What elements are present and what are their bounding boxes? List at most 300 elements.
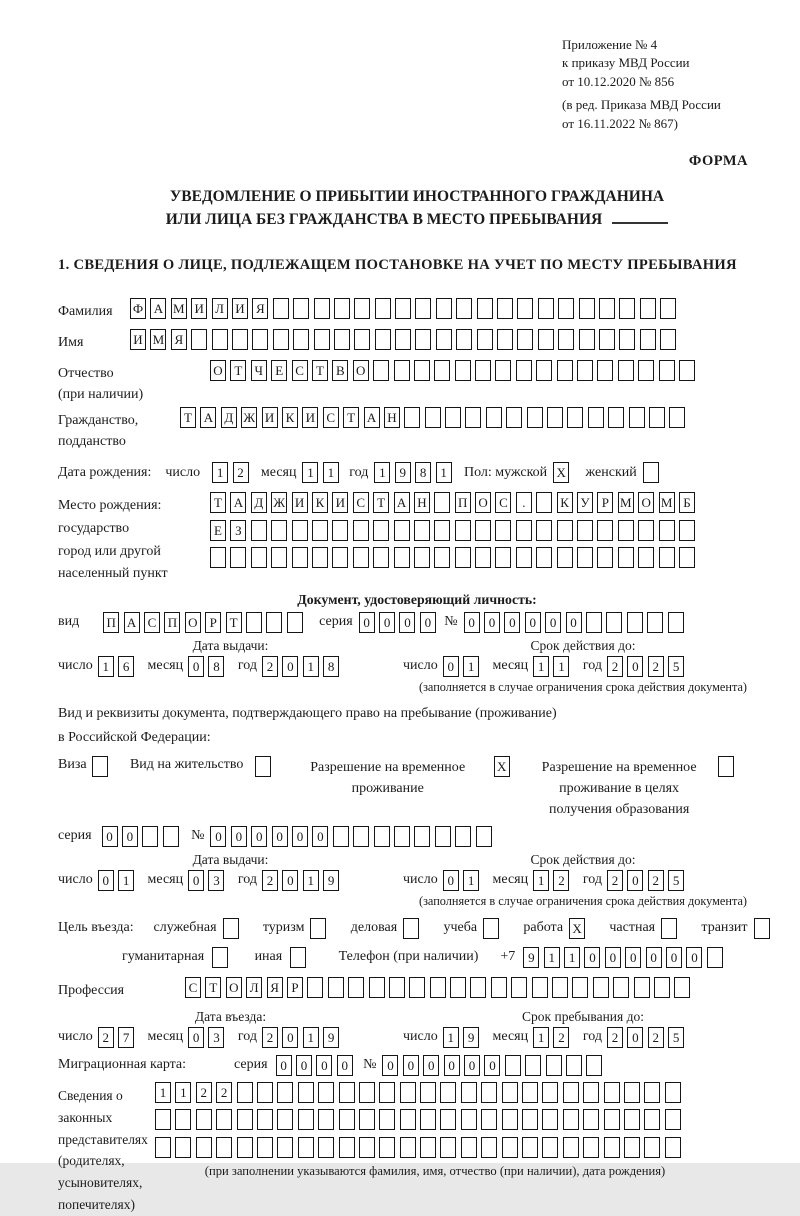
char-cell[interactable]: 8 [208,656,224,677]
char-cell[interactable] [552,977,568,998]
char-cell[interactable]: Я [171,329,187,350]
purpose-transit-checkbox[interactable] [754,918,774,939]
char-cell[interactable] [455,360,471,381]
citizenship-cells[interactable] [180,407,690,428]
birth-place-cells-row3[interactable] [210,547,699,568]
char-cell[interactable] [216,1137,232,1158]
char-cell[interactable] [659,360,675,381]
char-cell[interactable]: С [185,977,201,998]
char-cell[interactable]: 0 [464,612,480,633]
char-cell[interactable]: 3 [208,870,224,891]
char-cell[interactable] [375,329,391,350]
char-cell[interactable]: 0 [484,1055,500,1076]
stay-day-cells[interactable] [443,1027,484,1048]
identity-expiry-month-cells[interactable] [533,656,574,677]
purpose-work-checkbox[interactable] [569,918,589,939]
char-cell[interactable]: 0 [627,1027,643,1048]
char-cell[interactable]: 1 [533,656,549,677]
char-cell[interactable] [310,918,326,939]
char-cell[interactable] [251,547,267,568]
char-cell[interactable] [389,977,405,998]
char-cell[interactable] [588,407,604,428]
char-cell[interactable] [577,547,593,568]
char-cell[interactable] [456,329,472,350]
char-cell[interactable] [754,918,770,939]
char-cell[interactable] [669,407,685,428]
char-cell[interactable] [314,298,330,319]
char-cell[interactable] [292,520,308,541]
char-cell[interactable] [328,977,344,998]
representatives-cells-row2[interactable] [155,1109,715,1130]
char-cell[interactable] [293,329,309,350]
char-cell[interactable]: 5 [668,870,684,891]
char-cell[interactable]: 0 [337,1055,353,1076]
char-cell[interactable]: К [282,407,298,428]
char-cell[interactable] [237,1109,253,1130]
char-cell[interactable] [237,1082,253,1103]
char-cell[interactable]: Т [343,407,359,428]
doc-number-cells[interactable] [464,612,688,633]
char-cell[interactable]: 2 [196,1082,212,1103]
char-cell[interactable] [394,520,410,541]
migration-series-cells[interactable] [276,1055,358,1076]
char-cell[interactable]: Н [384,407,400,428]
char-cell[interactable]: Р [205,612,221,633]
char-cell[interactable] [339,1109,355,1130]
char-cell[interactable] [92,756,108,777]
char-cell[interactable] [394,826,410,847]
char-cell[interactable]: О [210,360,226,381]
char-cell[interactable] [307,977,323,998]
char-cell[interactable] [486,407,502,428]
char-cell[interactable] [505,1055,521,1076]
char-cell[interactable] [395,298,411,319]
char-cell[interactable] [583,1082,599,1103]
sex-female-checkbox[interactable] [643,462,663,483]
char-cell[interactable] [440,1137,456,1158]
char-cell[interactable] [293,298,309,319]
char-cell[interactable]: 0 [359,612,375,633]
char-cell[interactable]: 9 [323,870,339,891]
char-cell[interactable]: С [323,407,339,428]
char-cell[interactable] [475,547,491,568]
char-cell[interactable] [532,977,548,998]
birth-year-cells[interactable] [374,462,456,483]
char-cell[interactable] [629,407,645,428]
char-cell[interactable]: Т [373,492,389,513]
char-cell[interactable]: 0 [122,826,138,847]
char-cell[interactable]: 0 [282,870,298,891]
char-cell[interactable]: 0 [292,826,308,847]
char-cell[interactable] [517,298,533,319]
char-cell[interactable]: . [516,492,532,513]
char-cell[interactable]: И [332,492,348,513]
char-cell[interactable]: 0 [210,826,226,847]
char-cell[interactable]: 0 [231,826,247,847]
char-cell[interactable]: И [191,298,207,319]
char-cell[interactable]: 5 [668,656,684,677]
char-cell[interactable]: 1 [303,1027,319,1048]
char-cell[interactable]: 0 [316,1055,332,1076]
char-cell[interactable] [212,329,228,350]
char-cell[interactable] [618,520,634,541]
char-cell[interactable] [271,520,287,541]
char-cell[interactable]: 0 [282,656,298,677]
char-cell[interactable] [465,407,481,428]
char-cell[interactable]: 1 [98,656,114,677]
char-cell[interactable]: 0 [98,870,114,891]
sex-male-checkbox[interactable] [553,462,573,483]
char-cell[interactable] [558,329,574,350]
char-cell[interactable] [659,520,675,541]
char-cell[interactable]: Р [597,492,613,513]
birth-day-cells[interactable] [212,462,253,483]
char-cell[interactable] [660,329,676,350]
char-cell[interactable] [354,298,370,319]
char-cell[interactable] [339,1082,355,1103]
char-cell[interactable]: 8 [415,462,431,483]
char-cell[interactable]: Т [230,360,246,381]
char-cell[interactable] [491,977,507,998]
char-cell[interactable] [334,329,350,350]
identity-issue-month-cells[interactable] [188,656,229,677]
char-cell[interactable] [547,407,563,428]
char-cell[interactable] [475,360,491,381]
char-cell[interactable] [624,1082,640,1103]
residence-series-cells[interactable] [102,826,184,847]
char-cell[interactable]: П [455,492,471,513]
residence-issue-month-cells[interactable] [188,870,229,891]
purpose-humanitarian-checkbox[interactable] [212,947,232,968]
char-cell[interactable] [414,520,430,541]
char-cell[interactable] [414,826,430,847]
char-cell[interactable] [348,977,364,998]
char-cell[interactable]: А [124,612,140,633]
char-cell[interactable] [597,360,613,381]
char-cell[interactable] [332,520,348,541]
char-cell[interactable] [495,360,511,381]
char-cell[interactable] [644,1109,660,1130]
char-cell[interactable] [483,918,499,939]
identity-expiry-year-cells[interactable] [607,656,689,677]
char-cell[interactable] [557,520,573,541]
char-cell[interactable] [599,329,615,350]
char-cell[interactable] [665,1082,681,1103]
residence-permit-checkbox[interactable] [255,756,275,777]
char-cell[interactable]: 0 [188,1027,204,1048]
char-cell[interactable] [440,1082,456,1103]
char-cell[interactable] [354,329,370,350]
char-cell[interactable] [586,612,602,633]
char-cell[interactable]: 2 [233,462,249,483]
char-cell[interactable] [359,1137,375,1158]
char-cell[interactable] [538,298,554,319]
char-cell[interactable] [475,520,491,541]
char-cell[interactable] [435,826,451,847]
char-cell[interactable] [334,298,350,319]
char-cell[interactable]: Я [252,298,268,319]
char-cell[interactable] [660,298,676,319]
surname-cells[interactable] [130,298,681,319]
char-cell[interactable]: Д [221,407,237,428]
char-cell[interactable] [379,1137,395,1158]
char-cell[interactable]: П [164,612,180,633]
char-cell[interactable] [232,329,248,350]
char-cell[interactable] [516,547,532,568]
char-cell[interactable] [477,298,493,319]
char-cell[interactable] [455,547,471,568]
char-cell[interactable] [583,1109,599,1130]
entry-year-cells[interactable] [262,1027,344,1048]
char-cell[interactable]: 2 [607,1027,623,1048]
char-cell[interactable] [461,1137,477,1158]
char-cell[interactable] [373,520,389,541]
char-cell[interactable] [155,1137,171,1158]
char-cell[interactable]: 7 [118,1027,134,1048]
char-cell[interactable]: 2 [262,870,278,891]
char-cell[interactable]: 0 [646,947,662,968]
char-cell[interactable]: 8 [323,656,339,677]
char-cell[interactable] [563,1082,579,1103]
char-cell[interactable]: 0 [504,612,520,633]
char-cell[interactable] [659,547,675,568]
char-cell[interactable] [175,1137,191,1158]
char-cell[interactable]: 3 [208,1027,224,1048]
char-cell[interactable] [546,1055,562,1076]
char-cell[interactable] [175,1109,191,1130]
char-cell[interactable] [223,918,239,939]
char-cell[interactable]: 1 [212,462,228,483]
char-cell[interactable]: 0 [625,947,641,968]
char-cell[interactable]: 0 [443,870,459,891]
char-cell[interactable]: 1 [436,462,452,483]
char-cell[interactable]: Н [414,492,430,513]
char-cell[interactable] [638,520,654,541]
char-cell[interactable]: А [364,407,380,428]
char-cell[interactable] [353,826,369,847]
char-cell[interactable]: 1 [463,656,479,677]
char-cell[interactable] [461,1082,477,1103]
char-cell[interactable] [414,547,430,568]
char-cell[interactable]: М [659,492,675,513]
char-cell[interactable] [191,329,207,350]
char-cell[interactable] [414,360,430,381]
char-cell[interactable] [542,1109,558,1130]
char-cell[interactable] [298,1109,314,1130]
char-cell[interactable] [481,1137,497,1158]
char-cell[interactable] [557,360,573,381]
char-cell[interactable] [246,612,262,633]
char-cell[interactable] [373,547,389,568]
char-cell[interactable]: Ж [241,407,257,428]
char-cell[interactable]: 1 [533,870,549,891]
char-cell[interactable] [661,918,677,939]
identity-issue-year-cells[interactable] [262,656,344,677]
char-cell[interactable] [593,977,609,998]
char-cell[interactable] [374,826,390,847]
char-cell[interactable]: 2 [216,1082,232,1103]
char-cell[interactable] [456,298,472,319]
char-cell[interactable] [538,329,554,350]
char-cell[interactable] [476,826,492,847]
phone-cells[interactable] [523,947,727,968]
char-cell[interactable]: П [103,612,119,633]
birth-place-cells-row2[interactable] [210,520,699,541]
char-cell[interactable] [679,547,695,568]
char-cell[interactable]: З [230,520,246,541]
char-cell[interactable]: 0 [566,612,582,633]
char-cell[interactable] [536,520,552,541]
char-cell[interactable] [257,1109,273,1130]
purpose-official-checkbox[interactable] [223,918,243,939]
char-cell[interactable] [375,298,391,319]
char-cell[interactable] [604,1109,620,1130]
char-cell[interactable]: И [302,407,318,428]
char-cell[interactable] [318,1109,334,1130]
char-cell[interactable]: Я [267,977,283,998]
char-cell[interactable] [567,407,583,428]
char-cell[interactable]: 2 [262,656,278,677]
char-cell[interactable]: У [577,492,593,513]
char-cell[interactable] [142,826,158,847]
char-cell[interactable]: 0 [484,612,500,633]
char-cell[interactable] [230,547,246,568]
char-cell[interactable]: 2 [648,870,664,891]
char-cell[interactable]: 0 [443,656,459,677]
char-cell[interactable] [212,947,228,968]
char-cell[interactable] [409,977,425,998]
char-cell[interactable]: М [150,329,166,350]
char-cell[interactable] [618,360,634,381]
entry-month-cells[interactable] [188,1027,229,1048]
char-cell[interactable]: Ч [251,360,267,381]
char-cell[interactable] [415,329,431,350]
char-cell[interactable]: Т [226,612,242,633]
char-cell[interactable] [640,298,656,319]
identity-expiry-day-cells[interactable] [443,656,484,677]
char-cell[interactable] [318,1082,334,1103]
char-cell[interactable]: А [200,407,216,428]
char-cell[interactable] [395,329,411,350]
char-cell[interactable] [477,329,493,350]
char-cell[interactable] [461,1109,477,1130]
char-cell[interactable]: И [262,407,278,428]
char-cell[interactable]: 0 [251,826,267,847]
char-cell[interactable]: 1 [155,1082,171,1103]
stay-month-cells[interactable] [533,1027,574,1048]
char-cell[interactable] [481,1109,497,1130]
char-cell[interactable]: X [553,462,569,483]
char-cell[interactable]: О [638,492,654,513]
char-cell[interactable] [216,1109,232,1130]
char-cell[interactable]: А [230,492,246,513]
char-cell[interactable]: Р [287,977,303,998]
char-cell[interactable] [155,1109,171,1130]
char-cell[interactable]: Ф [130,298,146,319]
char-cell[interactable] [647,612,663,633]
char-cell[interactable]: 0 [312,826,328,847]
char-cell[interactable] [634,977,650,998]
char-cell[interactable]: 2 [262,1027,278,1048]
char-cell[interactable] [665,1137,681,1158]
char-cell[interactable]: 0 [276,1055,292,1076]
char-cell[interactable]: Б [679,492,695,513]
char-cell[interactable]: О [475,492,491,513]
char-cell[interactable] [314,329,330,350]
char-cell[interactable] [332,547,348,568]
char-cell[interactable]: К [557,492,573,513]
char-cell[interactable]: С [495,492,511,513]
char-cell[interactable] [586,1055,602,1076]
char-cell[interactable] [196,1109,212,1130]
char-cell[interactable] [597,520,613,541]
char-cell[interactable] [495,547,511,568]
char-cell[interactable] [373,360,389,381]
char-cell[interactable] [536,360,552,381]
firstname-cells[interactable] [130,329,681,350]
char-cell[interactable] [563,1109,579,1130]
char-cell[interactable] [618,547,634,568]
residence-issue-day-cells[interactable] [98,870,139,891]
char-cell[interactable] [163,826,179,847]
char-cell[interactable]: 0 [188,870,204,891]
char-cell[interactable]: 9 [323,1027,339,1048]
char-cell[interactable] [434,547,450,568]
char-cell[interactable]: В [332,360,348,381]
char-cell[interactable]: С [292,360,308,381]
char-cell[interactable]: И [232,298,248,319]
char-cell[interactable] [608,407,624,428]
char-cell[interactable] [436,298,452,319]
char-cell[interactable]: Е [271,360,287,381]
char-cell[interactable] [624,1109,640,1130]
char-cell[interactable] [312,520,328,541]
char-cell[interactable]: О [185,612,201,633]
char-cell[interactable] [542,1137,558,1158]
identity-issue-day-cells[interactable] [98,656,139,677]
profession-cells[interactable] [185,977,695,998]
char-cell[interactable] [624,1137,640,1158]
char-cell[interactable]: 1 [463,870,479,891]
char-cell[interactable]: 2 [607,656,623,677]
char-cell[interactable]: 9 [395,462,411,483]
char-cell[interactable]: 2 [648,656,664,677]
char-cell[interactable] [497,329,513,350]
edu-residence-checkbox[interactable] [718,756,738,777]
char-cell[interactable] [434,360,450,381]
char-cell[interactable] [455,826,471,847]
char-cell[interactable] [495,520,511,541]
char-cell[interactable]: 0 [545,612,561,633]
char-cell[interactable] [434,492,450,513]
char-cell[interactable] [318,1137,334,1158]
char-cell[interactable] [619,298,635,319]
char-cell[interactable] [277,1082,293,1103]
char-cell[interactable] [525,1055,541,1076]
char-cell[interactable]: 0 [584,947,600,968]
char-cell[interactable] [353,520,369,541]
char-cell[interactable] [252,329,268,350]
char-cell[interactable]: 1 [303,656,319,677]
char-cell[interactable] [522,1137,538,1158]
char-cell[interactable]: Л [212,298,228,319]
char-cell[interactable] [425,407,441,428]
char-cell[interactable] [290,947,306,968]
char-cell[interactable]: 1 [303,870,319,891]
char-cell[interactable]: 0 [296,1055,312,1076]
char-cell[interactable]: 0 [666,947,682,968]
stay-year-cells[interactable] [607,1027,689,1048]
